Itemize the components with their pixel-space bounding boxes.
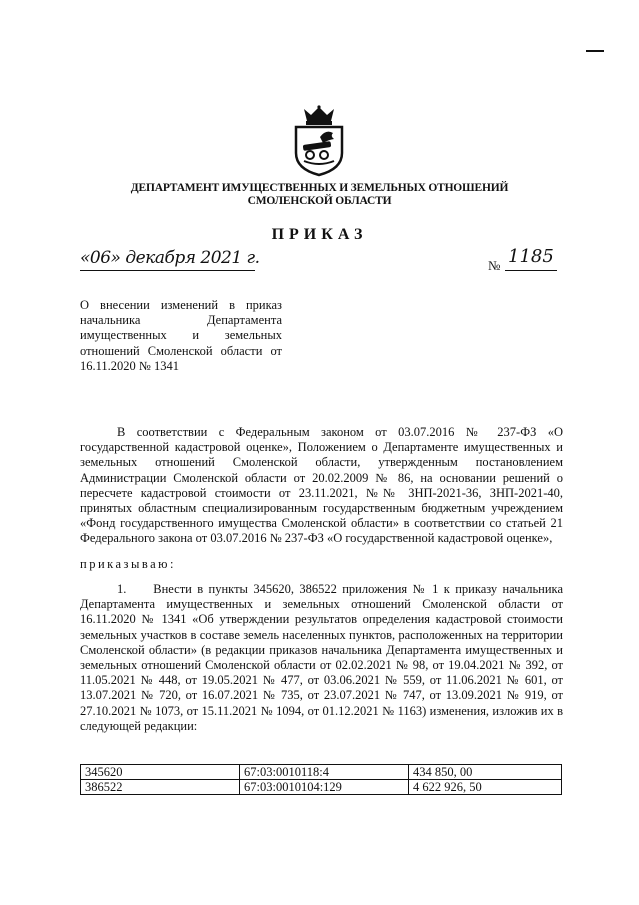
table-cell-cadastral-number: 67:03:0010104:129 (240, 780, 409, 795)
table-row (81, 780, 562, 795)
table-cell-value: 4 622 926, 50 (409, 780, 562, 795)
item-1-paragraph: 1. Внести в пункты 345620, 386522 приложения № 1 к приказу начальника Департамента имущественных и земельных отношений Смоленской области от 16.11.2020 № 1341 «Об утверждении результатов определения кадастровой стоимости земельных участков в составе земель населенных пунктов, расположенных на территории Смоленской области» (в редакции приказов начальника Департамента имущественных и земельных отношений Смоленской области от 02.02.2021 № 98, от 19.04.2021 № 392, от 11.05.2021 № 448, от 19.05.2021 № 477, от 03.06.2021 № 559, от 11.06.2021 № 601, от 13.07.2021 № 720, от 16.07.2021 № 735, от 23.07.2021 № 747, от 13.09.2021 № 919, от 27.10.2021 № 1073, от 15.11.2021 № 1094, от 01.12.2021 № 1163) изменения, изложив их в следующей редакции: (80, 582, 563, 733)
department-name-line1: ДЕПАРТАМЕНТ ИМУЩЕСТВЕННЫХ И ЗЕМЕЛЬНЫХ ОТНОШЕНИЙ (130, 182, 509, 194)
preamble-paragraph: В соответствии с Федеральным законом от 03.07.2016 № 237-ФЗ «О государственной кадастровой оценке», Положением о Департаменте имущественных и земельных отношений Смоленской области, утвержденным постановлением Администрации Смоленской области от 20.02.2009 № 86, на основании решений о пересчете кадастровой стоимости от 23.11.2021, №№ ЗНП-2021-36, ЗНП-2021-40, принятых областным специализированным государственным бюджетным учреждением «Фонд государственного имущества Смоленской области» в соответствии со статьей 21 Федерального закона от 03.07.2016 № 237-ФЗ «О государственной кадастровой оценке», (80, 425, 563, 546)
table-cell-item: 345620 (81, 765, 240, 780)
table-cell-cadastral-number: 67:03:0010118:4 (240, 765, 409, 780)
table-cell-item: 386522 (81, 780, 240, 795)
number-underline (505, 270, 557, 271)
order-word: приказываю: (80, 557, 176, 571)
subject-block: О внесении изменений в приказ начальника Департамента имущественных и земельных отношений Смоленской области от 16.11.2020 № 1341 (80, 298, 282, 373)
table-row (81, 765, 562, 780)
number-label: № (488, 258, 501, 273)
handwritten-number: 1185 (508, 246, 554, 267)
handwritten-date: «06» декабря 2021 г. (80, 248, 260, 268)
department-name-line2: СМОЛЕНСКОЙ ОБЛАСТИ (247, 195, 392, 207)
coat-of-arms-icon (290, 105, 348, 177)
cadastral-table (80, 764, 562, 795)
date-underline (80, 270, 255, 271)
table-cell-value: 434 850, 00 (409, 765, 562, 780)
document-title: ПРИКАЗ (271, 226, 368, 243)
corner-mark (586, 50, 604, 52)
